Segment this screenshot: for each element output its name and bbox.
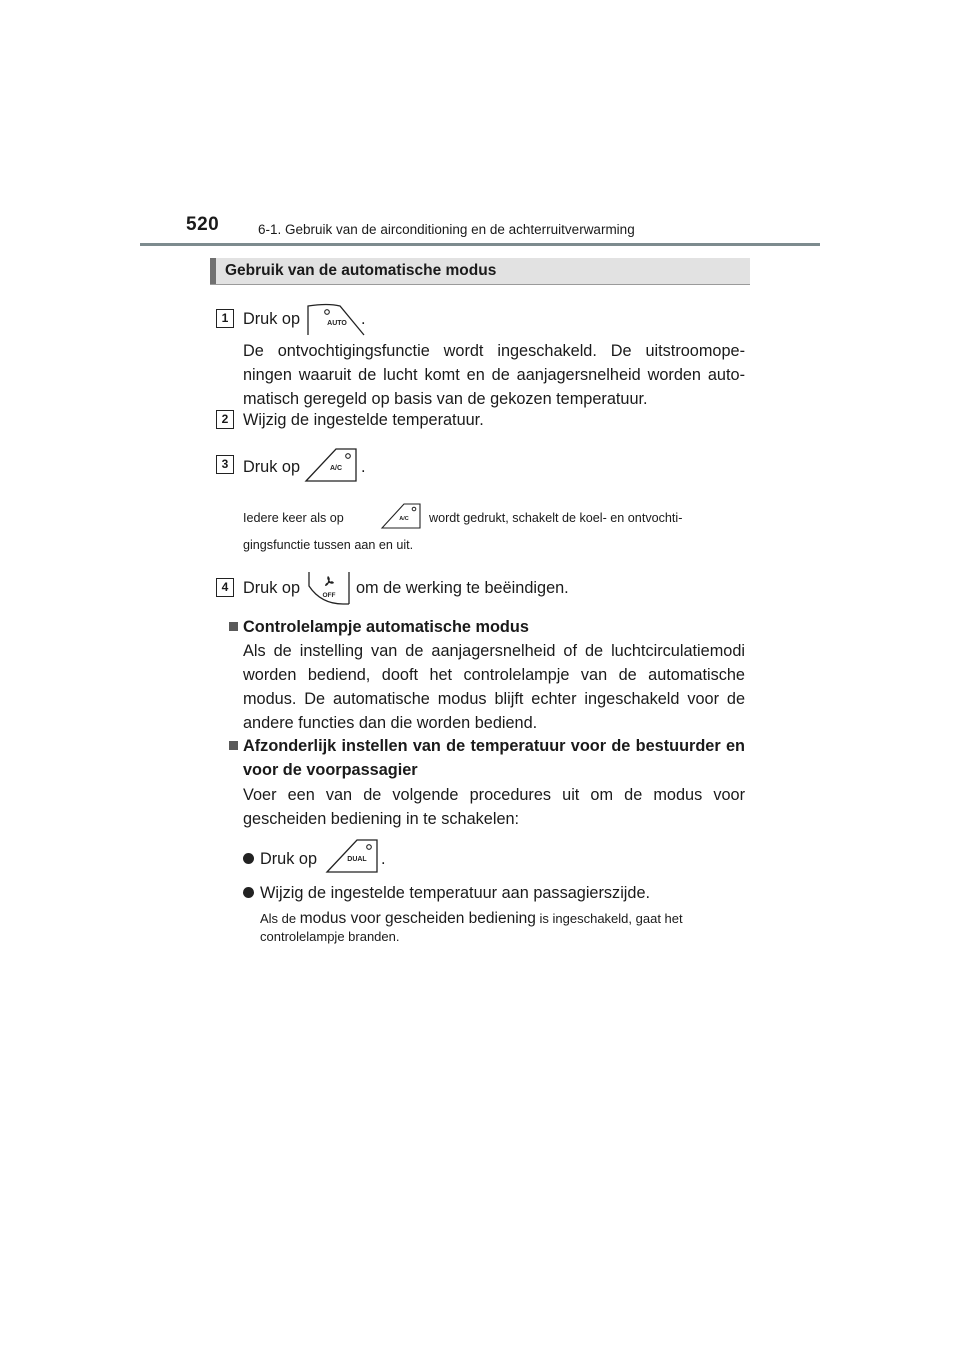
step-3-note-line2: gingsfunctie tussen aan en uit. (243, 538, 414, 552)
bullet-dot-2 (243, 887, 254, 898)
chapter-title: 6-1. Gebruik van de airconditioning en de achterruitverwarming (258, 222, 635, 237)
step-4-pre: Druk op (243, 579, 301, 597)
step-2-text: Wijzig de ingestelde temperatuur. (243, 411, 484, 429)
step-number-2: 2 (216, 410, 234, 429)
auto-button-icon (306, 302, 366, 336)
bullet-1-pre: Druk op (260, 850, 318, 868)
separate-note-heading: Afzonderlijk instellen van de temperatuur voor de bestuurder en voor de voorpassagier (243, 737, 745, 779)
step-number-4: 4 (216, 578, 234, 597)
step-1-description: De ontvochtigingsfunctie wordt ingeschakeld. De uitstroomope-ningen waaruit de lucht komt en de aanjagersnelheid worden auto-matisch geregeld op basis van de gekozen temperatuur. (243, 342, 745, 408)
fan-icon (325, 576, 334, 586)
bullet-2-text: Wijzig de ingestelde temperatuur aan passagierszijde. (260, 884, 651, 902)
ac-button-icon (304, 447, 362, 483)
note-square-bullet-1 (229, 622, 238, 631)
separate-note-body: Voer een van de volgende procedures uit om de modus voor gescheiden bediening in te schakelen: (243, 786, 745, 828)
small-text-a: Als de (260, 911, 297, 926)
section-heading-marker (210, 258, 216, 284)
ac-button-label-small: A/C (399, 516, 409, 522)
step-1-post: . (361, 310, 366, 328)
step-1-pre: Druk op (243, 310, 301, 328)
small-text-c: is ingeschakeld, gaat het (539, 911, 683, 926)
note-square-bullet-2 (229, 741, 238, 750)
header-divider (140, 243, 820, 246)
section-heading (210, 258, 750, 285)
separate-note-small-line2: controlelampje branden. (260, 929, 400, 944)
off-button-label: OFF (322, 592, 336, 599)
step-4-post: om de werking te beëindigen. (356, 579, 569, 597)
ac-button-icon-small (380, 502, 424, 530)
bullet-dot-1 (243, 853, 254, 864)
auto-button-label: AUTO (327, 320, 347, 327)
off-button-icon (307, 570, 353, 606)
page-number: 520 (186, 214, 220, 235)
step-number-1: 1 (216, 309, 234, 328)
bullet-1-post: . (381, 850, 386, 868)
indicator-note-heading: Controlelampje automatische modus (243, 618, 529, 636)
dual-button-label: DUAL (347, 856, 367, 863)
step-3-pre: Druk op (243, 458, 301, 476)
small-text-b: modus voor gescheiden bediening (299, 910, 536, 927)
indicator-note-body: Als de instelling van de aanjagersnelheid of de luchtcirculatiemodi worden bediend, dooft het controlelampje van de automatische modus. De automatische modus blijft echter ingeschakeld voor de andere functies dan die worden bediend. (243, 642, 745, 732)
step-3-note-pre: Iedere keer als op (243, 511, 344, 525)
step-number-3: 3 (216, 455, 234, 474)
section-heading-text: Gebruik van de automatische modus (225, 262, 497, 279)
separate-note-small-line1 (260, 911, 750, 927)
step-3-note-post: wordt gedrukt, schakelt de koel- en ontvochti- (429, 511, 683, 525)
dual-button-icon (325, 838, 383, 874)
ac-button-label: A/C (329, 465, 343, 472)
step-3-post: . (361, 458, 366, 476)
